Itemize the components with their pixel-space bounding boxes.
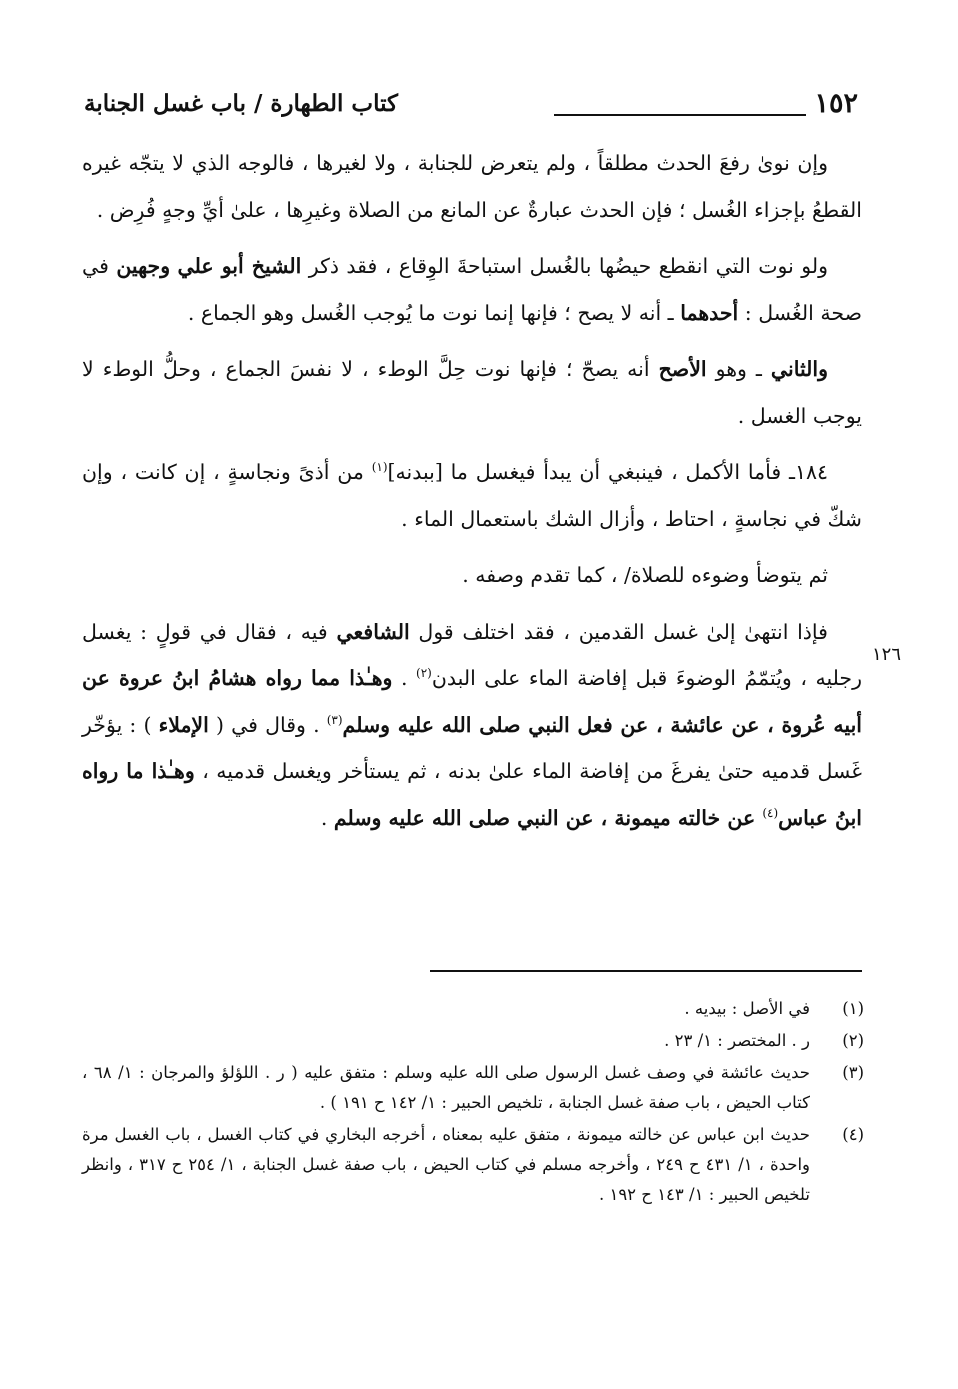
paragraph-5: ثم يتوضأ وضوءه للصلاة/ ، كما تقدم وصفه . <box>462 563 828 587</box>
text-run: ولو نوت التي انقطع حيضُها بالغُسل استباحةَ الوِقاع ، فقد ذكر <box>301 254 828 278</box>
paragraph-4 <box>82 449 862 542</box>
text-run: في صحة الغُسل : <box>82 254 862 325</box>
bold-run: الشافعي <box>336 619 410 644</box>
footnote-number: (٢) <box>842 1031 864 1050</box>
text-run: ـ وهو <box>706 357 771 381</box>
paragraph-1: وإن نوىٰ رفعَ الحدث مطلقاً ، ولم يتعرض للجنابة ، ولا لغيرها ، فالوجه الذي لا يتجّه غيره القطعُ بإجزاء الغُسل ؛ فإن الحدث عبارةٌ عن المانع من الصلاة وغيرِها ، علىٰ أيِّ وجهٍ فُرِض . <box>82 151 862 222</box>
bold-run: الأصح <box>658 357 707 381</box>
paragraph-6 <box>82 609 862 842</box>
page-header <box>84 86 858 126</box>
footnote-number: (٤) <box>842 1125 864 1144</box>
text-run: أنه يصحّ ؛ فإنها نوت حِلَّ الوطء ، لا نفسَ الجماع ، وحلُّ الوطء لا يوجب الغسل . <box>82 357 862 428</box>
running-title: كتاب الطهارة / باب غسل الجنابة <box>84 90 398 117</box>
footnote-text: حديث ابن عباس عن خالته ميمونة ، متفق عليه بمعناه ، أخرجه البخاري في كتاب الغسل ، باب الغسل مرة واحدة ، ١/ ٤٣١ ح ٢٤٩ ، وأخرجه مسلم في كتاب الحيض ، باب صفة غسل الجنابة ، ١/ ٢٥٤ ح ٣١٧ ، وانظر تلخيص الحبير : ١/ ١٤٣ ح ١٩٢ . <box>82 1125 811 1204</box>
margin-page-reference: ١٢٦ <box>872 644 902 665</box>
footnote-number: (١) <box>842 999 864 1018</box>
text-run: من أذىً ونجاسةٍ ، إن كانت ، وإن شكّ في نجاسةٍ ، احتاط ، وأزال الشك باستعمال الماء . <box>82 460 862 531</box>
footnote-text: ر . المختصر : ١/ ٢٣ . <box>664 1031 810 1050</box>
footnote-separator <box>430 970 862 972</box>
text-run: . <box>392 666 416 690</box>
footnote-4 <box>82 1120 864 1210</box>
bold-run: والثاني <box>770 357 828 381</box>
footnote-text: حديث عائشة في وصف غسل الرسول صلى الله عليه وسلم : متفق عليه ( ر . اللؤلؤ والمرجان : ١/ ٦٨ ، كتاب الحيض ، باب صفة غسل الجنابة ، تلخيص الحبير : ١/ ١٤٢ ح ١٩١ ) . <box>82 1063 810 1112</box>
bold-run: وجهين <box>116 254 171 278</box>
main-text <box>82 140 862 851</box>
text-run: فإذا انتهىٰ إلىٰ غسل القدمين ، فقد اختلف قول <box>409 619 828 644</box>
footnote-text: في الأصل : بيديه . <box>684 999 810 1018</box>
paragraph-3 <box>82 346 862 439</box>
text-run: ـ أنه لا يصح ؛ فإنها إنما نوت ما يُوجب الغُسل وهو الجماع . <box>187 300 681 325</box>
footnote-3 <box>82 1058 864 1118</box>
text-run: . <box>320 805 334 830</box>
footnote-ref-4[interactable]: (٤) <box>762 805 779 820</box>
footnote-ref-3[interactable]: (٣) <box>326 712 343 727</box>
text-run: ١٨٤ـ فأما الأكمل ، فينبغي أن يبدأ فيغسل ما [ببدنه] <box>387 460 828 484</box>
footnote-2 <box>82 1026 864 1056</box>
footnote-1 <box>82 994 864 1024</box>
bold-run: الإملاء <box>158 712 209 737</box>
text-run: ) : يؤخّر غَسل قدميه حتىٰ يفرغَ من إفاضة الماء علىٰ بدنه ، ثم يستأخر ويغسل قدميه ، <box>82 712 862 783</box>
text-run: فيه ، فقال في قولٍ : يغسل رجليه ، ويُتمّمُ الوضوءَ قبل إفاضة الماء على البدن <box>82 619 862 690</box>
bold-run: وهـٰذا ما رواه ابنُ عباس <box>82 759 862 830</box>
page-number: ١٥٢ <box>814 88 858 119</box>
text-run <box>170 254 177 278</box>
bold-run: عن خالته ميمونة ، عن النبي صلى الله عليه وسلم <box>333 805 763 830</box>
footnote-number: (٣) <box>842 1063 864 1082</box>
paragraph-2 <box>82 243 862 336</box>
footnotes <box>82 994 864 1212</box>
bold-run: أحدهما <box>680 300 739 325</box>
footnote-ref-2[interactable]: (٢) <box>416 666 432 681</box>
footnote-ref-1[interactable]: (١) <box>371 460 388 475</box>
bold-run: وهـٰذا مما رواه هشامُ ابنُ عروة عن أبيه عُروة ، عن عائشة ، عن فعل النبي صلى الله عليه وسلم <box>82 666 862 737</box>
text-run: . وقال في ( <box>208 712 327 737</box>
header-rule <box>554 114 806 116</box>
bold-run: الشيخ أبو علي <box>177 254 302 278</box>
